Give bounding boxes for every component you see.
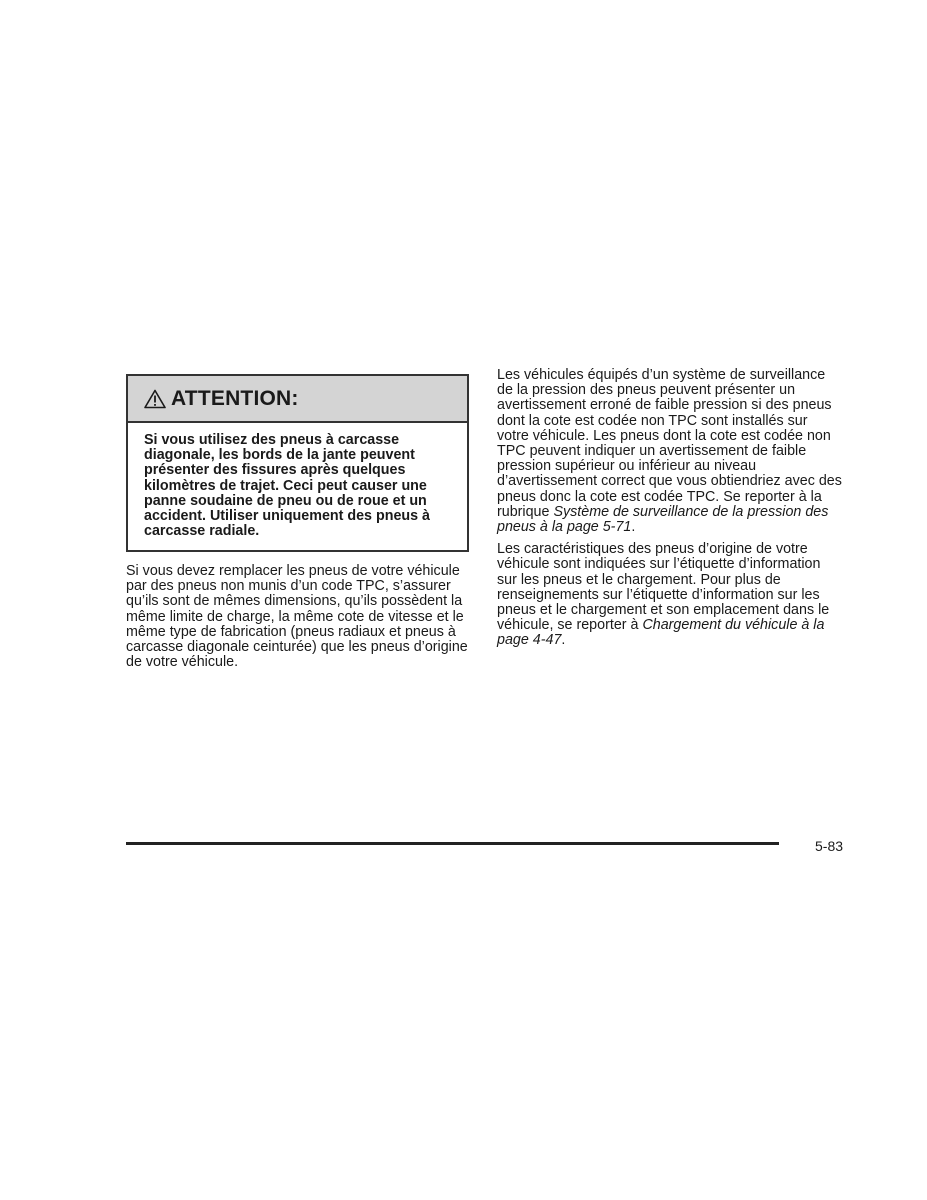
paragraph: Si vous devez remplacer les pneus de votre véhicule par des pneus non munis d’un code TPC, s’assurer qu’ils sont de mêmes dimensions, qu’ils possèdent la même limite de charge, la même cote de vitesse et le même type de fabrication (pneus radiaux et pneus à carcasse diagonale ceinturée) que les pneus d’origine de votre véhicule. — [126, 563, 468, 671]
caution-header — [128, 376, 467, 423]
right-column — [497, 368, 842, 649]
paragraph-tire-label — [497, 542, 842, 648]
paragraph-text: Les véhicules équipés d’un système de surveillance de la pression des pneus peuvent présenter un avertissement erroné de faible pression si des pneus dont la cote est codée non TPC sont installés sur votre véhicule. Les pneus dont la cote est codée non TPC peuvent indiquer un avertissement de faible pression supérieur ou inférieur au niveau d’avertissement correct que vous obtiendriez avec des pneus donc la cote est codée TPC. Se reporter à la rubrique — [497, 367, 842, 520]
caution-text: Si vous utilisez des pneus à carcasse diagonale, les bords de la jante peuvent présenter des fissures après quelques kilomètres de trajet. Ceci peut causer une panne soudaine de pneu ou de roue et un accident. Utiliser uniquement des pneus à carcasse radiale. — [144, 432, 431, 540]
paragraph-tpms-warning — [497, 368, 842, 535]
paragraph-text: . — [561, 632, 566, 649]
cross-reference-link[interactable]: Système de surveillance de la pression des pneus à la page 5-71 — [497, 503, 829, 536]
cross-reference-link[interactable]: Chargement du véhicule à la page 4-47 — [497, 617, 825, 649]
footer-rule — [126, 842, 779, 845]
paragraph-text: . — [631, 519, 636, 536]
paragraph-text: Les caractéristiques des pneus d’origine de votre véhicule sont indiquées sur l’étiquette d’information sur les pneus et le chargement. Pour plus de renseignements sur l’étiquette d’information sur les pneus et le chargement et son emplacement dans le véhicule, se reporter à — [497, 541, 830, 634]
caution-title: ATTENTION: — [171, 386, 299, 410]
caution-box — [126, 374, 469, 552]
warning-triangle-icon — [144, 389, 166, 409]
left-column — [126, 564, 471, 670]
page-number: 5-83 — [815, 838, 844, 854]
